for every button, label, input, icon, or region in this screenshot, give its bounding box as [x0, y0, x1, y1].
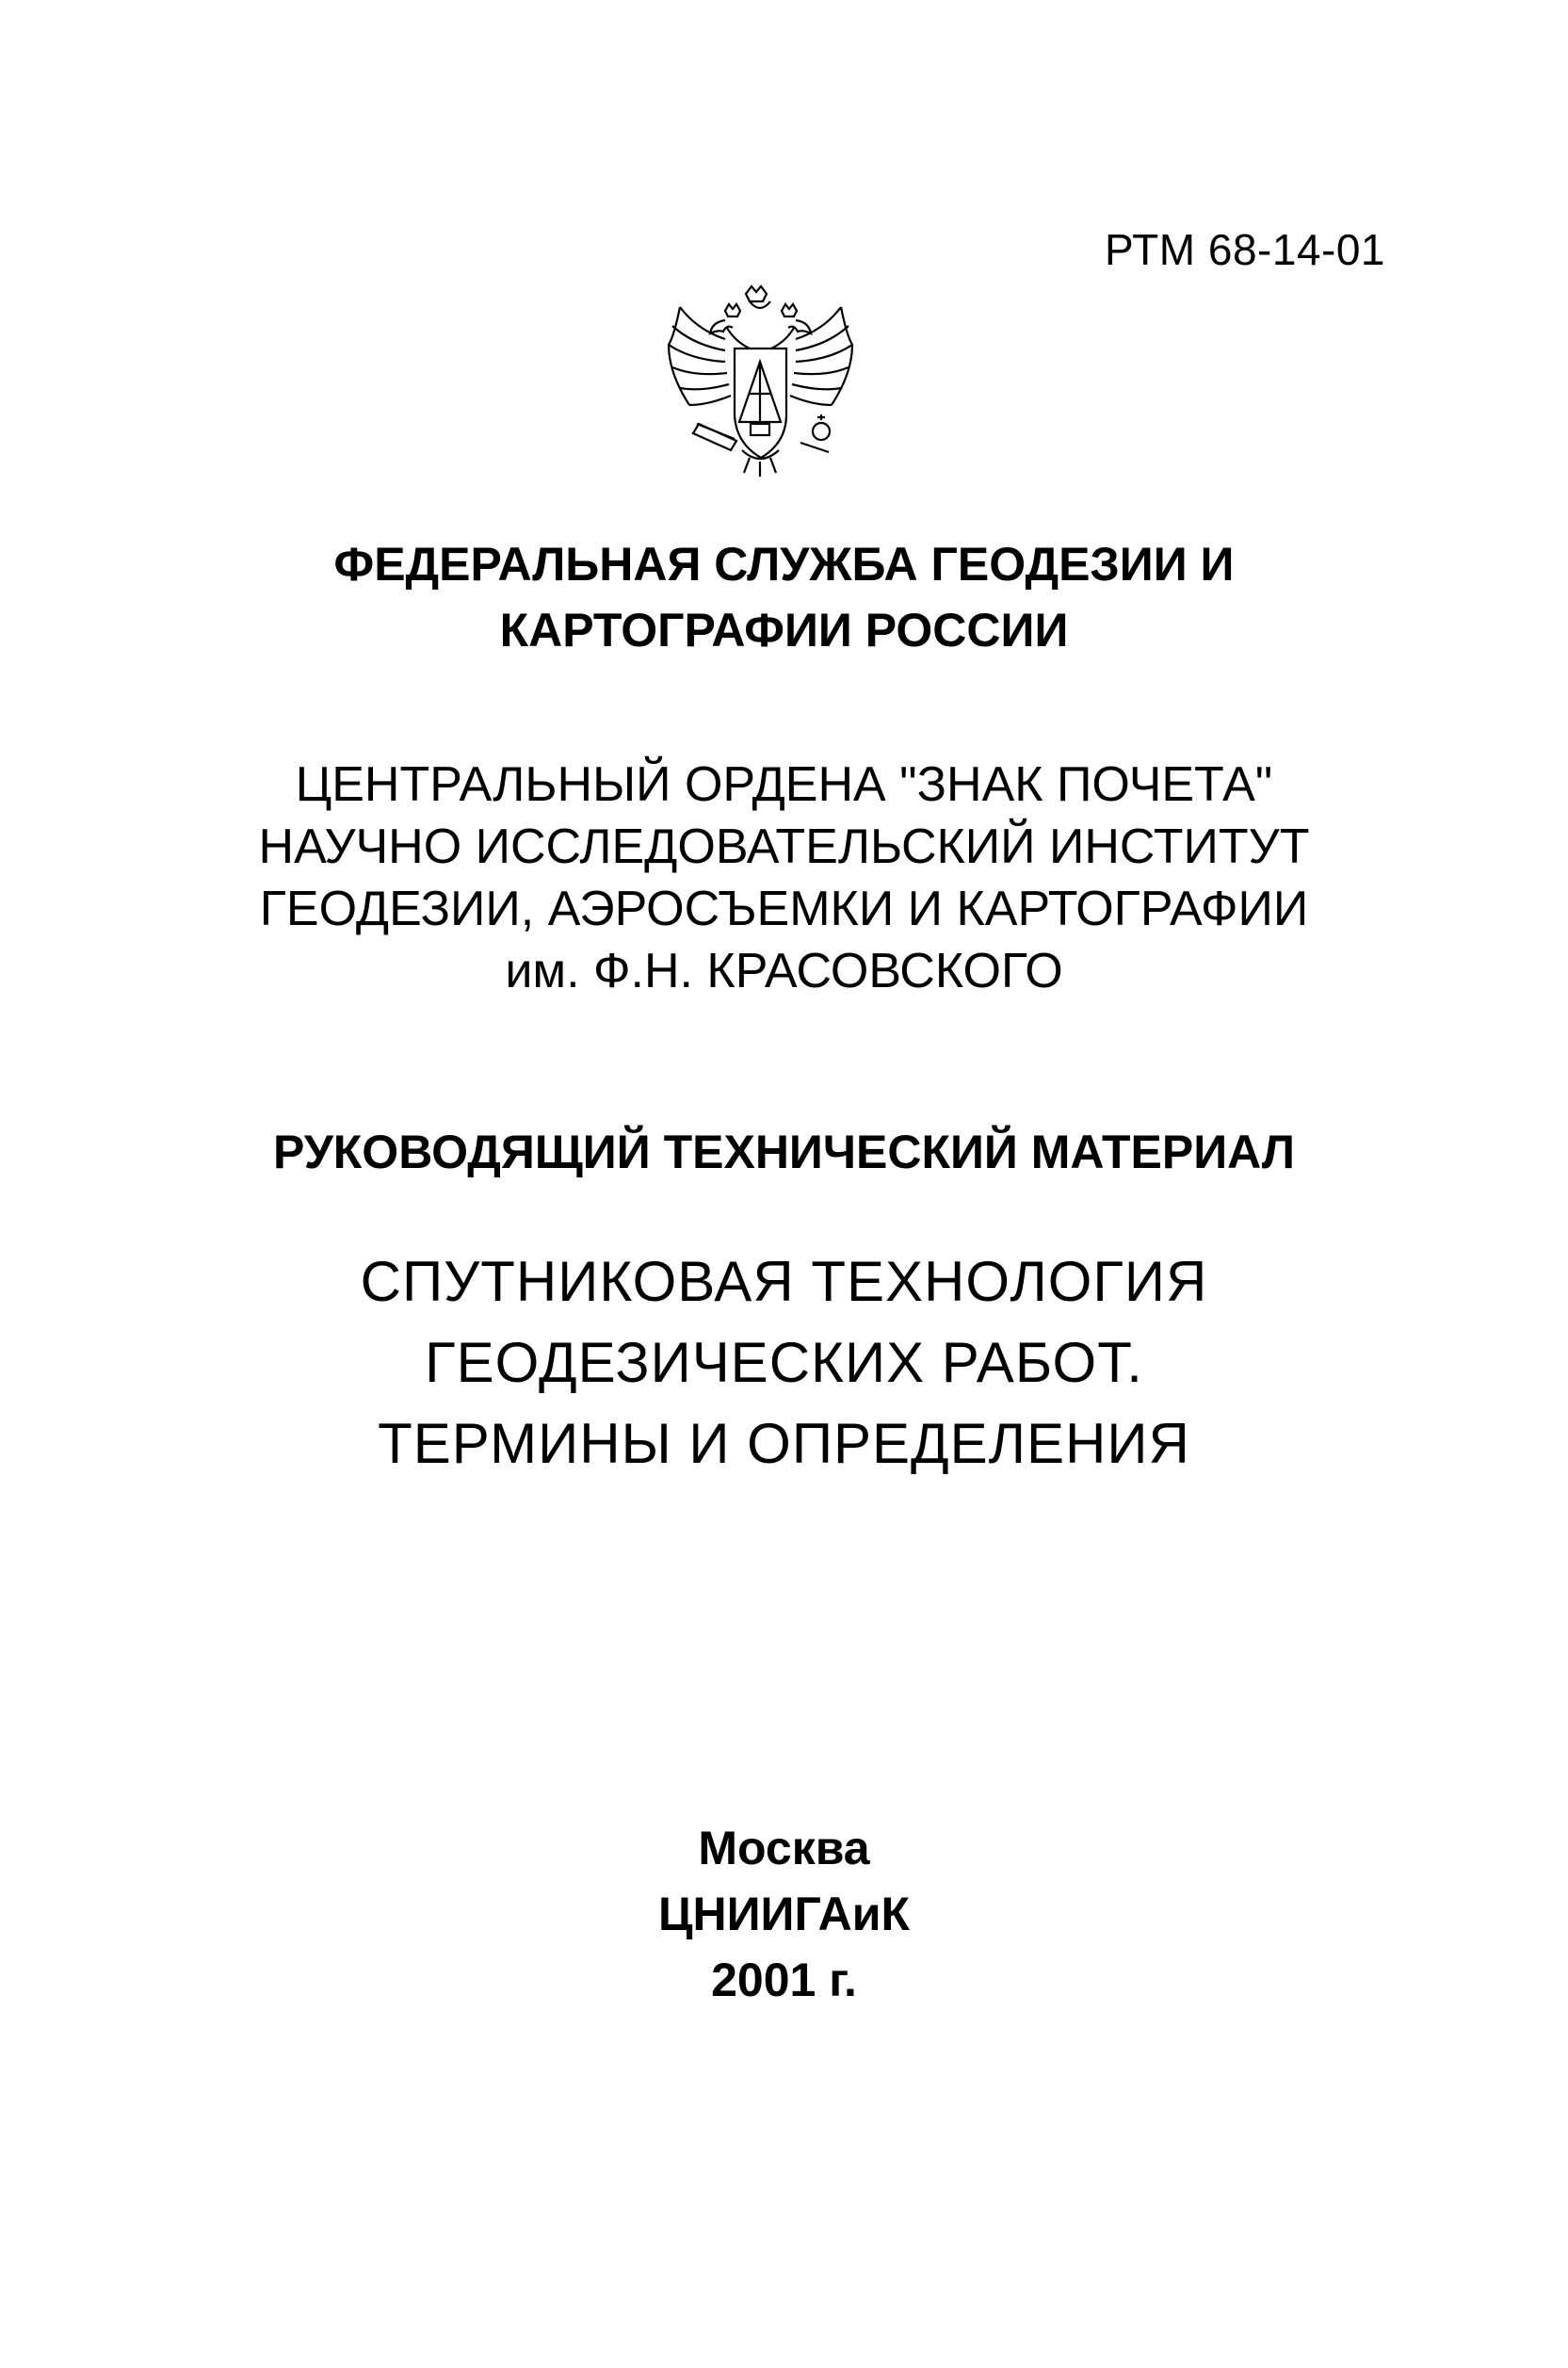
imprint-year: 2001 г.: [711, 1954, 857, 2006]
institute-line: НАУЧНО ИССЛЕДОВАТЕЛЬСКИЙ ИНСТИТУТ: [258, 819, 1310, 874]
title-line: ГЕОДЕЗИЧЕСКИХ РАБОТ.: [425, 1331, 1143, 1394]
institute-name: [0, 754, 1568, 1002]
document-code: РТМ 68-14-01: [1105, 225, 1385, 274]
institute-line: ГЕОДЕЗИИ, АЭРОСЪЕМКИ И КАРТОГРАФИИ: [259, 882, 1309, 936]
agency-line: ФЕДЕРАЛЬНАЯ СЛУЖБА ГЕОДЕЗИИ И: [333, 538, 1235, 591]
title-line: СПУТНИКОВАЯ ТЕХНОЛОГИЯ: [360, 1250, 1208, 1313]
material-type-text: РУКОВОДЯЩИЙ ТЕХНИЧЕСКИЙ МАТЕРИАЛ: [273, 1126, 1295, 1178]
document-title: [0, 1241, 1568, 1484]
imprint-city: Москва: [698, 1822, 870, 1874]
agency-heading: [0, 531, 1568, 663]
eagle-emblem-icon: [659, 283, 862, 480]
title-line: ТЕРМИНЫ И ОПРЕДЕЛЕНИЯ: [378, 1412, 1190, 1475]
institute-line: ЦЕНТРАЛЬНЫЙ ОРДЕНА "ЗНАК ПОЧЕТА": [295, 757, 1273, 812]
imprint: [0, 1815, 1568, 2013]
agency-line: КАРТОГРАФИИ РОССИИ: [499, 604, 1069, 657]
institute-line: им. Ф.Н. КРАСОВСКОГО: [505, 944, 1063, 998]
material-type-heading: [0, 1119, 1568, 1185]
imprint-publisher: ЦНИИГАиК: [657, 1888, 911, 1940]
